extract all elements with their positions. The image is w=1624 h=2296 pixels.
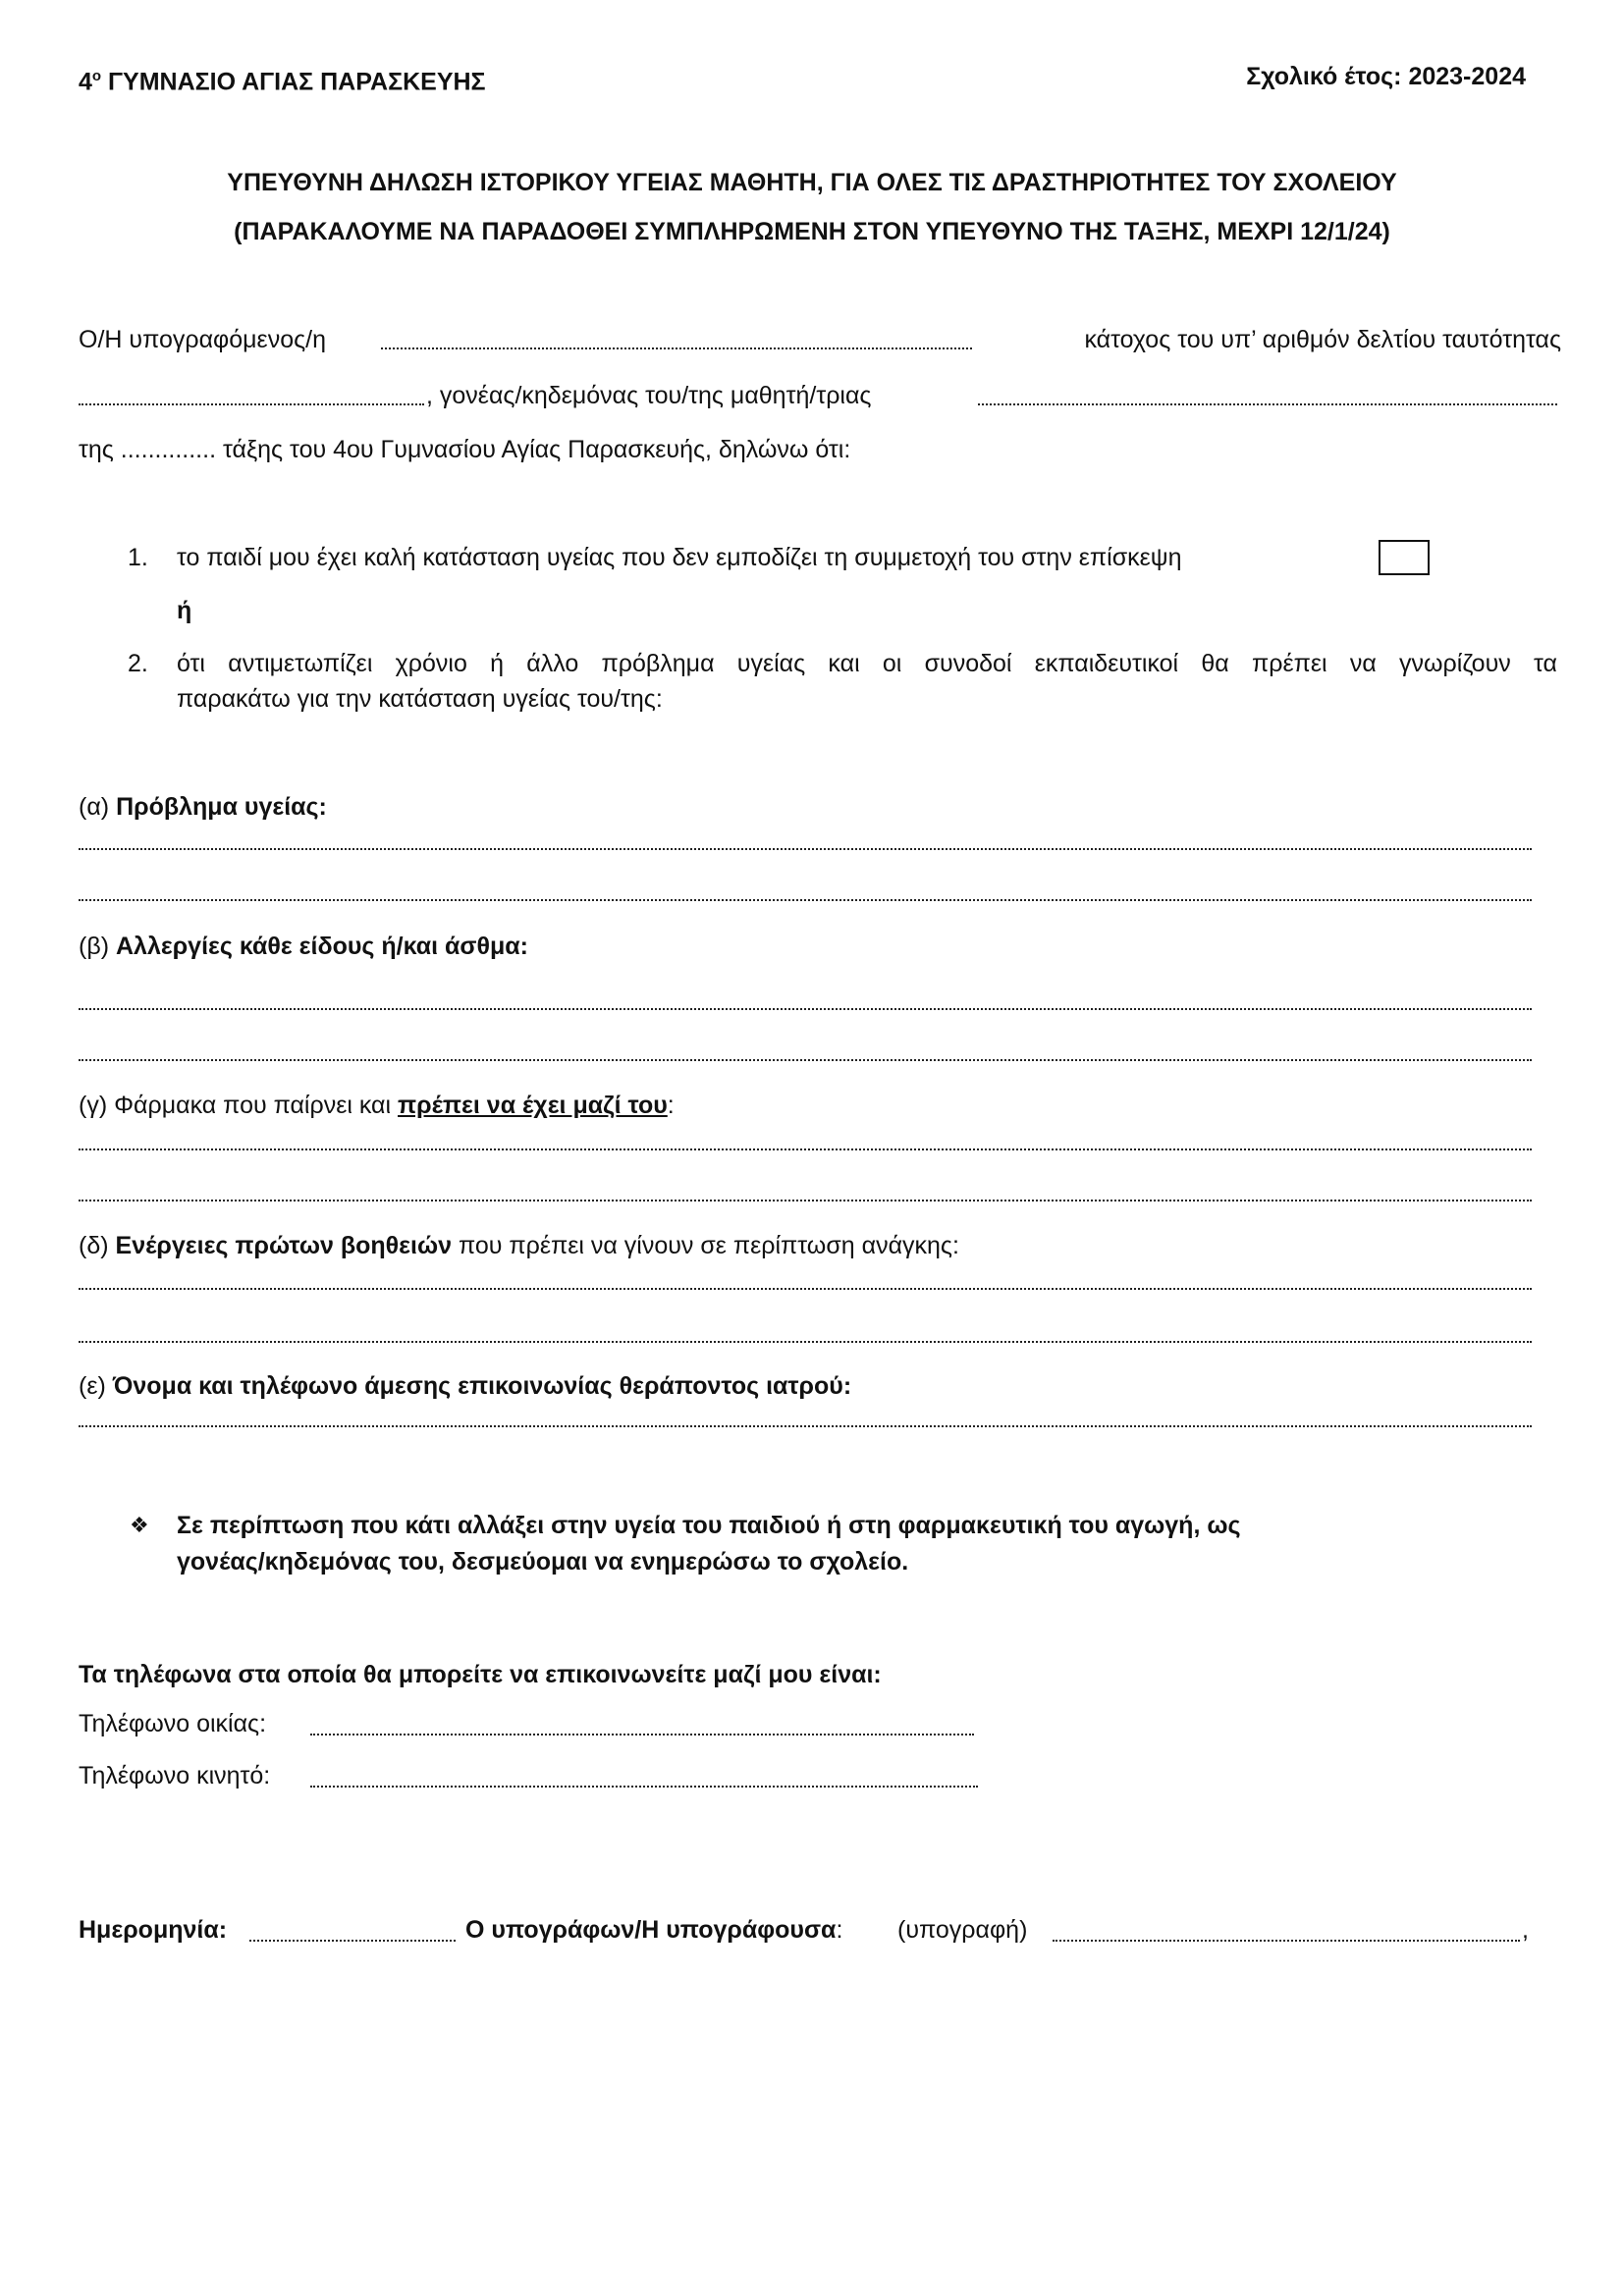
section-d-line-1[interactable] [79, 1286, 1532, 1290]
parent-label: , γονέας/κηδεμόνας του/της μαθητή/τριας [426, 382, 872, 409]
date-label: Ημερομηνία: [79, 1916, 228, 1944]
diamond-bullet-icon: ❖ [130, 1513, 149, 1537]
section-a-heading: (α) Πρόβλημα υγείας: [79, 793, 327, 821]
section-b-heading: (β) Αλλεργίες κάθε είδους ή/και άσθμα: [79, 933, 528, 960]
note-line-1: Σε περίπτωση που κάτι αλλάξει στην υγεία του παιδιού ή στη φαρμακευτική του αγωγή, ως [177, 1512, 1241, 1539]
form-title: ΥΠΕΥΘΥΝΗ ΔΗΛΩΣΗ ΙΣΤΟΡΙΚΟΥ ΥΓΕΙΑΣ ΜΑΘΗΤΗ, ΓΙΑ ΟΛΕΣ ΤΙΣ ΔΡΑΣΤΗΡΙΟΤΗΤΕΣ ΤΟΥ ΣΧΟΛΕΙΟΥ [227, 169, 1397, 196]
option-2-number: 2. [128, 650, 148, 677]
section-a-line-2[interactable] [79, 897, 1532, 901]
mobile-phone-field[interactable] [310, 1784, 978, 1788]
section-c-heading: (γ) Φάρμακα που παίρνει και πρέπει να έχει μαζί του: [79, 1092, 675, 1119]
home-phone-field[interactable] [310, 1732, 974, 1735]
signer-label: Ο/Η υπογραφόμενος/η [79, 326, 327, 353]
id-holder-label: κάτοχος του υπ’ αριθμόν δελτίου ταυτότητας [1084, 326, 1561, 353]
or-label: ή [177, 597, 192, 624]
section-c-line-2[interactable] [79, 1198, 1532, 1201]
option-1-checkbox[interactable] [1379, 540, 1430, 575]
signer-name-field[interactable] [381, 346, 972, 349]
class-line: της .............. τάξης του 4ου Γυμνασίου Αγίας Παρασκευής, δηλώνω ότι: [79, 436, 851, 463]
signature-field[interactable] [1053, 1938, 1520, 1942]
school-name: $4^o$ ΓΥΜΝΑΣΙΟ ΑΓΙΑΣ ΠΑΡΑΣΚΕΥΗΣ [79, 68, 486, 96]
option-2-text-line2: παρακάτω για την κατάσταση υγείας του/της: [177, 685, 663, 713]
section-e-line[interactable] [79, 1423, 1532, 1427]
section-b-line-1[interactable] [79, 1006, 1532, 1010]
home-phone-label: Τηλέφωνο οικίας: [79, 1710, 267, 1737]
section-d-heading: (δ) Ενέργειες πρώτων βοηθειών που πρέπει να γίνουν σε περίπτωση ανάγκης: [79, 1232, 959, 1259]
section-e-heading: (ε) Όνομα και τηλέφωνο άμεσης επικοινωνίας θεράποντος ιατρού: [79, 1372, 852, 1400]
section-d-line-2[interactable] [79, 1339, 1532, 1343]
option-1-text: το παιδί μου έχει καλή κατάσταση υγείας που δεν εμποδίζει τη συμμετοχή του στην επίσκεψη [177, 544, 1182, 571]
mobile-phone-label: Τηλέφωνο κινητό: [79, 1762, 271, 1789]
student-name-field[interactable] [978, 401, 1557, 405]
phones-heading: Τα τηλέφωνα στα οποία θα μπορείτε να επικοινωνείτε μαζί μου είναι: [79, 1661, 882, 1688]
date-field[interactable] [249, 1938, 456, 1942]
school-year: Σχολικό έτος: 2023-2024 [1246, 63, 1526, 90]
note-line-2: γονέας/κηδεμόνας του, δεσμεύομαι να ενημερώσω το σχολείο. [177, 1548, 909, 1575]
class-field[interactable]: .............. [120, 436, 217, 463]
section-a-line-1[interactable] [79, 846, 1532, 850]
option-2-text-line1: ότι αντιμετωπίζει χρόνιο ή άλλο πρόβλημα υγείας και οι συνοδοί εκπαιδευτικοί θα πρέπει να γνωρίζουν τα [177, 650, 1557, 677]
signature-label: (υπογραφή) [897, 1916, 1028, 1944]
id-number-field[interactable] [79, 401, 424, 405]
form-subtitle: (ΠΑΡΑΚΑΛΟΥΜΕ ΝΑ ΠΑΡΑΔΟΘΕΙ ΣΥΜΠΛΗΡΩΜΕΝΗ ΣΤΟΝ ΥΠΕΥΘΥΝΟ ΤΗΣ ΤΑΞΗΣ, ΜΕΧΡΙ 12/1/24) [234, 218, 1390, 245]
signer-footer: Ο υπογράφων/Η υπογράφουσα: [465, 1916, 843, 1944]
option-1-number: 1. [128, 544, 148, 571]
signature-comma: , [1522, 1916, 1529, 1944]
section-b-line-2[interactable] [79, 1057, 1532, 1061]
section-c-line-1[interactable] [79, 1147, 1532, 1150]
